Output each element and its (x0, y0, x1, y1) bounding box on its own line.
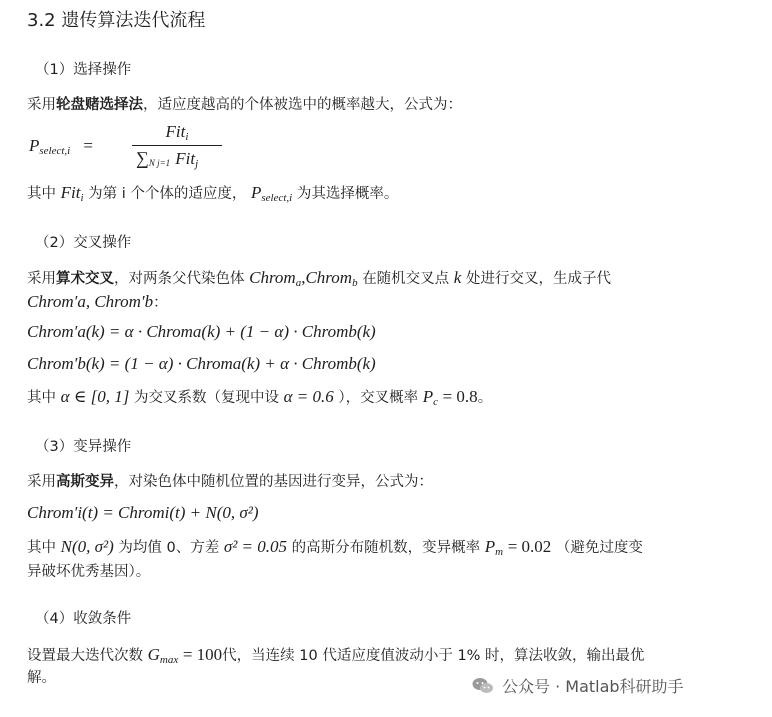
crossover-note: 其中 α ∈ [0, 1] 为交叉系数（复现中设 α = 0.6 ），交叉概率 $P_c = 0.8$。 (27, 387, 493, 408)
wechat-icon (472, 677, 494, 695)
crossover-heading: （2）交叉操作 (35, 235, 132, 251)
mutation-note-cont: 异破坏优秀基因）。 (27, 564, 151, 580)
roulette-term: 轮盘赌选择法 (56, 97, 143, 113)
convergence-text-cont: 解。 (27, 670, 56, 686)
mutation-heading: （3）变异操作 (35, 439, 132, 455)
convergence-heading: （4）收敛条件 (35, 611, 132, 627)
sum-limits: N j=1 (148, 158, 171, 168)
mutation-intro: 采用高斯变异，对染色体中随机位置的基因进行变异，公式为： (27, 474, 433, 490)
selection-intro: 采用轮盘赌选择法，适应度越高的个体被选中的概率越大，公式为： (27, 97, 462, 113)
crossover-equation-1: Chrom′a(k) = α · Chroma(k) + (1 − α) · Chromb(k) (27, 322, 376, 341)
gaussian-term: 高斯变异 (56, 474, 114, 490)
crossover-equation-2: Chrom′b(k) = (1 − α) · Chroma(k) + α · Chromb(k) (27, 354, 376, 373)
fraction-bar (132, 145, 222, 146)
crossover-children: Chrom′a, Chrom′b： (27, 292, 168, 311)
mutation-note: 其中 N(0, σ²) 为均值 0、方差 σ² = 0.05 的高斯分布随机数，变异概率 $P_m = 0.02$ （避免过度变 (27, 537, 643, 558)
selection-note: 其中 Fit$_i$ 为第 i 个个体的适应度， $P_{select,i}$ 为其选择概率。 (27, 183, 399, 204)
convergence-text: 设置最大迭代次数 $G_{max} = 100$代，当连续 10 代适应度值波动小于 1% 时，算法收敛，输出最优 (27, 645, 645, 666)
arithmetic-term: 算术交叉 (56, 271, 114, 287)
watermark: 公众号 · Matlab科研助手 (472, 674, 684, 697)
crossover-intro: 采用算术交叉，对两条父代染色体 Chrom$_a$,Chrom$_b$ 在随机交叉点 k 处进行交叉，生成子代 (27, 268, 611, 289)
selection-heading: （1）选择操作 (35, 62, 132, 78)
mutation-equation: Chrom′i(t) = Chromi(t) + N(0, σ²) (27, 503, 259, 522)
section-title: 3.2 遗传算法迭代流程 (27, 10, 206, 31)
